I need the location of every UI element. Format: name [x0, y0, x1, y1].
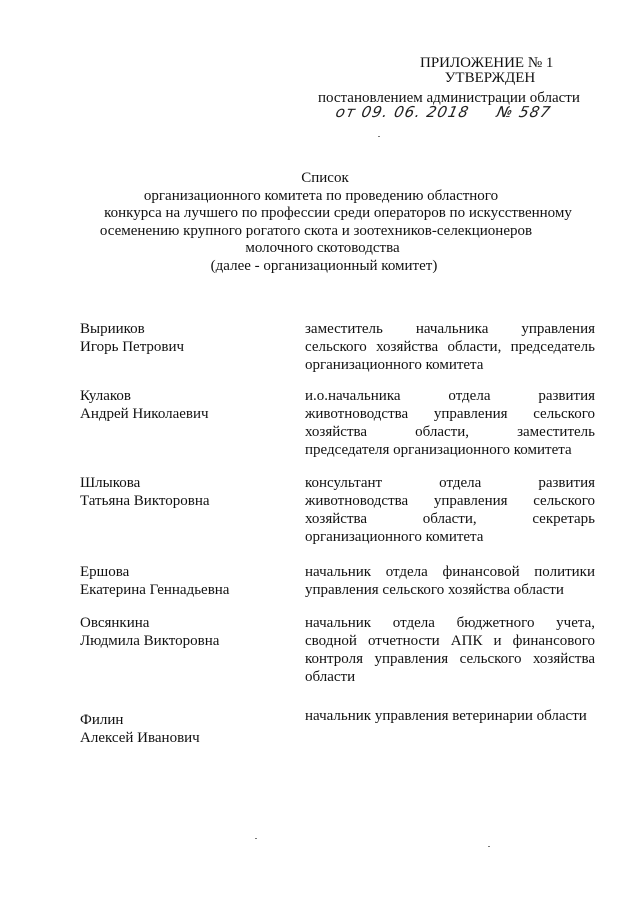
- member-surname: Кулаков: [80, 388, 131, 404]
- position-line: животноводства управления сельского: [305, 493, 595, 509]
- title-line: организационного комитета по проведению областного: [143, 187, 499, 204]
- member-given-name: Екатерина Геннадьевна: [80, 582, 230, 598]
- position-line: консультант отдела развития: [305, 475, 595, 491]
- position-line: заместитель начальника управления: [305, 321, 595, 337]
- member-name: [80, 387, 280, 423]
- member-name: [80, 563, 280, 599]
- title-line: молочного скотоводства: [245, 240, 400, 256]
- document-title: [60, 170, 640, 275]
- member-given-name: Андрей Николаевич: [80, 406, 209, 422]
- position-line: животноводства управления сельского: [305, 406, 595, 422]
- scan-speck: [255, 838, 257, 839]
- title-line: осеменению крупного рогатого скота и зоотехников-селекционеров: [99, 222, 533, 239]
- member-surname: Вырииков: [80, 321, 145, 337]
- appendix-label: ПРИЛОЖЕНИЕ № 1: [420, 55, 554, 71]
- member-given-name: Татьяна Викторовна: [80, 493, 210, 509]
- approved-label: УТВЕРЖДЕН: [444, 70, 536, 86]
- member-given-name: Людмила Викторовна: [80, 633, 220, 649]
- handwritten-signature-line: [334, 103, 553, 121]
- scan-speck: [378, 136, 380, 137]
- title-line: конкурса на лучшего по профессии среди операторов по искусственному: [104, 205, 572, 221]
- member-given-name: Игорь Петрович: [80, 339, 185, 355]
- member-name: [80, 707, 280, 747]
- member-position: [305, 320, 595, 374]
- position-line: и.о.начальника отдела развития: [305, 388, 595, 404]
- position-line: контроля управления сельского хозяйства: [305, 651, 595, 667]
- position-line: управления сельского хозяйства области: [305, 582, 564, 598]
- position-line: сельского хозяйства области, председатель: [305, 339, 595, 355]
- member-position: [305, 474, 595, 546]
- position-line: сводной отчетности АПК и финансового: [305, 633, 595, 649]
- member-name: [80, 614, 280, 650]
- scan-speck: [488, 846, 490, 847]
- position-line: области: [305, 669, 356, 685]
- title-line: Список: [301, 170, 349, 186]
- handwritten-date: от 09. 06. 2018: [334, 103, 472, 121]
- member-position: [305, 614, 595, 686]
- member-name: [80, 320, 280, 356]
- member-surname: Шлыкова: [80, 475, 141, 491]
- position-line: начальник отдела бюджетного учета,: [305, 615, 595, 631]
- member-name: [80, 474, 280, 510]
- member-surname: Овсянкина: [80, 615, 150, 631]
- position-line: хозяйства области, заместитель: [305, 424, 595, 440]
- member-position: [305, 707, 595, 725]
- title-line: (далее - организационный комитет): [210, 257, 438, 274]
- position-line: хозяйства области, секретарь: [305, 511, 595, 527]
- member-position: [305, 387, 595, 459]
- position-line: председателя организационного комитета: [305, 442, 572, 458]
- member-surname: Филин: [80, 712, 124, 728]
- member-given-name: Алексей Иванович: [80, 730, 200, 746]
- position-line: начальник отдела финансовой политики: [305, 564, 595, 580]
- position-line: организационного комитета: [305, 357, 484, 373]
- resolution-label: постановлением администрации области: [318, 90, 580, 106]
- member-surname: Ершова: [80, 564, 130, 580]
- position-line: организационного комитета: [305, 529, 484, 545]
- position-line: начальник управления ветеринарии области: [305, 708, 587, 724]
- handwritten-number: № 587: [494, 103, 553, 121]
- member-position: [305, 563, 595, 599]
